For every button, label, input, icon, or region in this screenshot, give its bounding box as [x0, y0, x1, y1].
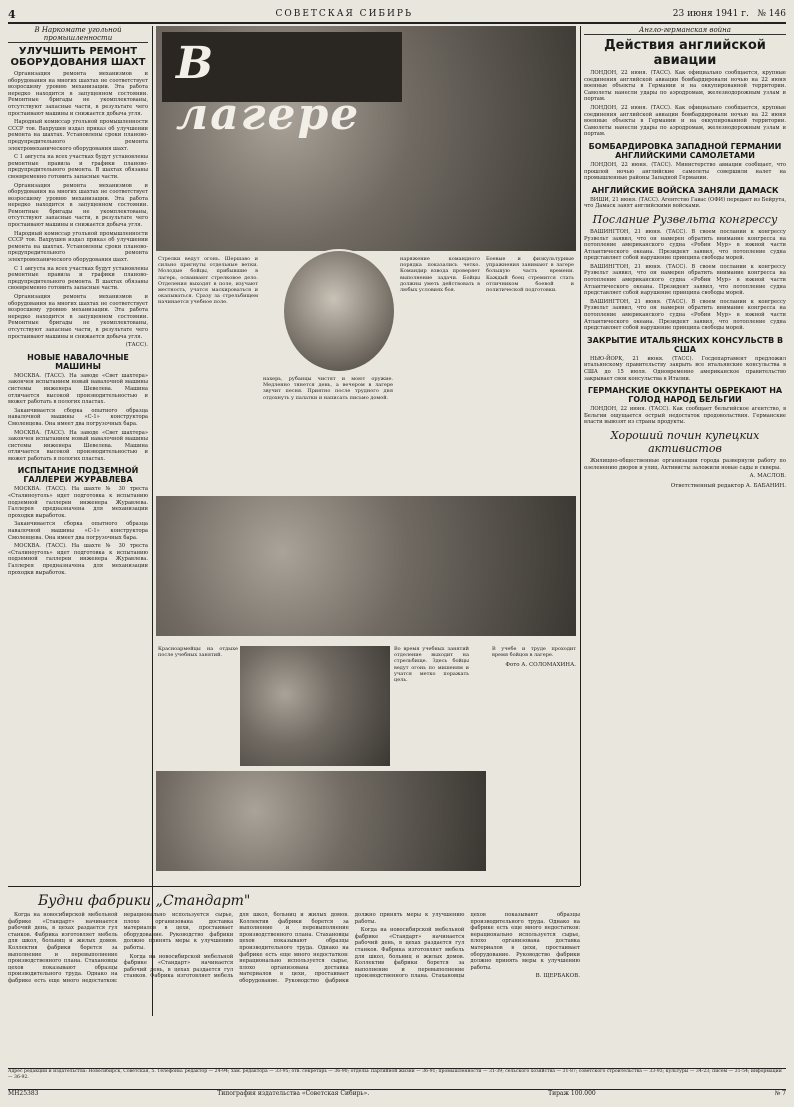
soldiers-photo-bottom [156, 771, 486, 871]
right-article-3 [584, 197, 786, 210]
feature-col-4 [486, 256, 574, 376]
paragraph: Организация ремонта механизмов и оборудования на многих шахтах не соответствует возросшему уровню механизации. Эта работа нередко находится в запущенном состоянии. Ремонтные бригады не укомплектованы, отсутствуют запасные части, в результате чего простаивают машины и снижается добыча угля. [8, 71, 148, 117]
footer-ref: МН25383 [8, 1090, 39, 1097]
paragraph: ЛОНДОН, 22 июня. (ТАСС). Как сообщает бельгийское агентство, в Бельгии ощущается острый недостаток продовольствия. Германские власти вывозят из страны продукты. [584, 406, 786, 426]
feature-col-5 [158, 646, 238, 756]
paragraph: Жилищно-общественные организации города развернули работу по озеленению дворов и улиц. Активисты заложили новые сады и скверы. [584, 457, 786, 471]
feature-banner [162, 32, 402, 140]
paragraph: ВАШИНГТОН, 21 июня. (ТАСС). В своем послании к конгрессу Рузвельт заявил, что он намерен обратить внимание конгресса на потопление американского судна «Робин Мур» в южной части Атлантического океана. Президент заявил, что потопление судна представляет собой нарушение принципа свободы морей. [584, 228, 786, 262]
column-divider [580, 26, 581, 886]
paragraph: Когда на новосибирской мебельной фабрике «Стандарт» начинается рабочий день, в цехах раздается гул станков. Фабрика изготовляет мебель для школ, больниц и жилых домов. Коллектив фабрики борется за выполнение и перевыполнение производственного плана. Стахановцы цехов показывают образцы производительного труда. Однако на фабрике есть еще много недостатков: нерационально используется сырье, плохо организована доставка материалов в цехи, простаивает оборудование. Руководство фабрики должно принять меры к улучшению работы. [354, 912, 580, 980]
masthead [8, 6, 786, 24]
right-article-6 [584, 406, 786, 426]
right-column [584, 26, 786, 1016]
paragraph: ВАШИНГТОН, 21 июня. (ТАСС). В своем послании к конгрессу Рузвельт заявил, что он намерен обратить внимание конгресса на потопление американского судна «Робин Мур» в южной части Атлантического океана. Президент заявил, что потопление судна представляет собой нарушение принципа свободы морей. [584, 263, 786, 297]
paragraph: Заканчивается сборка опытного образца навалочной машины «С-1» конструктора Смоленцева. Она имеет два погрузочных бара. [8, 407, 148, 427]
paragraph: ЛОНДОН, 22 июня. (ТАСС). Министерство авиации сообщает, что прошлой ночью английские самолеты совершили налет на промышленные районы Западной Германии. [584, 161, 786, 182]
right-headline: Действия английской авиации [604, 38, 766, 68]
oval-portrait-photo [282, 249, 396, 373]
footer-address: Адрес редакции и издательства: Новосибирск, Советская, 5. Телефоны: редактор — 24-94; зам. редактора — 33-95; отв. секретарь — 36-90; отделы: партийной жизни — 36-91; промышленности — 31-39; сельского хозяйства — 31-87; советского строительства — 33-93; культуры — 34-23; писем — 31-54; информации — 36-92. [8, 1068, 786, 1080]
photo-credit: Фото А. СОЛОМАХИНА. [505, 662, 576, 669]
left-headline-2: НОВЫЕ НАВАЛОЧНЫЕ МАШИНЫ [27, 352, 129, 371]
paragraph: МОСКВА. (ТАСС). На шахте № 30 треста «Сталиноуголь» идет подготовка к испытанию подземной галлереи инженера Журавлева. Галлерея предназначена для механизации проходки выработок. [8, 543, 148, 576]
left-column [8, 26, 148, 1016]
bottom-story-body [8, 912, 580, 985]
paragraph: ЛОНДОН, 22 июня. (ТАСС). Как официально сообщается, крупные соединения английской авиации бомбардировали ночью на 22 июня военные объекты в Германии и на оккупированной территории. Самолеты нанесли удары по аэродромам, железнодорожным узлам и портам. [584, 70, 786, 103]
left-article-3 [8, 486, 148, 576]
paragraph: Заканчивается сборка опытного образца навалочной машины «С-1» конструктора Смоленцева. Она имеет два погрузочных бара. [8, 521, 148, 541]
right-article-7 [584, 458, 786, 489]
right-headline-3: АНГЛИЙСКИЕ ВОЙСКА ЗАНЯЛИ ДАМАСК [591, 185, 779, 195]
issue-info [673, 9, 786, 19]
editor-line: Ответственный редактор А. БАБАНИН. [670, 482, 786, 489]
right-article-4 [584, 229, 786, 332]
paragraph: ЛОНДОН, 22 июня. (ТАСС). Как официально сообщается, крупные соединения английской авиации бомбардировали ночью на 22 июня военные объекты в Германии и на оккупированной территории. Самолеты нанесли удары по аэродромам, железнодорожным узлам и портам. [584, 104, 786, 138]
feature-col-3 [400, 256, 480, 376]
issue-number: № 146 [757, 9, 786, 19]
paragraph: МОСКВА. (ТАСС). На заводе «Свет шахтера» закончен испытанием новый навалочной машины системы инженера Шевелева. Машина отличается высокой производительностью и может работать в пологих пластах. [8, 429, 148, 462]
paragraph: ВИШИ, 21 июня. (ТАСС). Агентство Гавас (ОФИ) передает из Бейрута, что Дамаск занят английскими войсками. [584, 196, 786, 210]
feature-title: В лагере [176, 38, 361, 140]
byline: А. МАСЛОВ. [749, 473, 786, 480]
left-headline-3: ИСПЫТАНИЕ ПОДЗЕМНОЙ ГАЛЛЕРЕИ ЖУРАВЛЕВА [17, 466, 139, 485]
paragraph: Организация ремонта механизмов и оборудования на многих шахтах не соответствует возросшему уровню механизации. Эта работа нередко находится в запущенном состоянии. Ремонтные бригады не укомплектованы, отсутствуют запасные части, в результате чего простаивают машины и снижается добыча угля. [8, 182, 148, 229]
feature-text: нахерь, рубанцы чистят и моют оружие. Медленно тянется день, а вечером в лагере звучит песня. Приятно после трудного дня отдохнуть у палатки и написать письмо домой. [263, 376, 393, 401]
paragraph: Народный комиссар угольной промышленности СССР тов. Вахрушев издал приказ об улучшении ремонта на шахтах. Установлены сроки планово-предупредительного ремонта электромеханического оборудования шахт. [8, 119, 148, 152]
bottom-headline: Будни фабрики „Стандарт" [38, 893, 251, 909]
newspaper-page [8, 6, 786, 1100]
right-article-2 [584, 162, 786, 182]
paragraph: ВАШИНГТОН, 21 июня. (ТАСС). В своем послании к конгрессу Рузвельт заявил, что он намерен обратить внимание конгресса на потопление американского судна «Робин Мур» в южной части Атлантического океана. Президент заявил, что потопление судна представляет собой нарушение принципа свободы морей. [584, 298, 786, 332]
feature-text: Стрелки ведут огонь. Шершаво и сильно пригнуты отдельные ветки. Молодые бойцы, прибывшие в лагерь, осваивают стрелковое дело. Отделения выходят в поле, изучают местность, учатся маскироваться и окапываться. Сразу за стрельбищем начинается учебное поле. [158, 256, 258, 306]
byline: В. ЩЕРБАКОВ. [535, 973, 580, 980]
paragraph: Народный комиссар угольной промышленности СССР тов. Вахрушев издал приказ об улучшении ремонта на шахтах. Установлены сроки планово-предупредительного ремонта электромеханического оборудования шахт. [8, 230, 148, 264]
right-headline-6: ГЕРМАНСКИЕ ОККУПАНТЫ ОБРЕКАЮТ НА ГОЛОД НАРОД БЕЛЬГИИ [587, 386, 783, 405]
right-headline-2: БОМБАРДИРОВКА ЗАПАДНОЙ ГЕРМАНИИ АНГЛИЙСКИМИ САМОЛЕТАМИ [588, 141, 782, 160]
feature-col-2 [263, 376, 393, 496]
paragraph: Организация ремонта механизмов и оборудования на многих шахтах не соответствует возросшему уровню механизации. Эта работа нередко находится в запущенном состоянии. Ремонтные бригады не укомплектованы, отсутствуют запасные части, в результате чего простаивают машины и снижается добыча угля. [8, 294, 148, 340]
right-article-1 [584, 70, 786, 138]
section-divider [8, 886, 580, 887]
paragraph: С 1 августа на всех участках будут установлены ремонтные правила и графики планово-предупредительного ремонта. В шахтах обязаны своевременно готовить запасные части. [8, 154, 148, 180]
paragraph: Когда на новосибирской мебельной фабрике «Стандарт» начинается рабочий день, в цехах раздается гул станков. Фабрика изготовляет мебель для школ, больниц и жилых домов. Коллектив фабрики борется за выполнение и перевыполнение производственного плана. Стахановцы цехов показывают образцы производительного труда. Однако на фабрике есть еще много недостатков: нерационально используется сырье, плохо организована доставка материалов в цехи, простаивает оборудование. Руководство фабрики должно принять меры к улучшению работы. [123, 912, 465, 984]
feature-col-1 [158, 256, 258, 406]
newspaper-title: СОВЕТСКАЯ СИБИРЬ [275, 9, 414, 19]
footer-printer: Типография издательства «Советская Сибирь». [217, 1090, 370, 1097]
feature-text: Во время учебных занятий отделение выходит на стрельбище. Здесь бойцы ведут огонь по мишеням и учатся метко поражать цель. [394, 646, 469, 684]
footer-circulation: Тираж 100.000 [548, 1090, 596, 1097]
byline: (ТАСС). [125, 342, 148, 349]
paragraph: Когда на новосибирской мебельной фабрике «Стандарт» начинается рабочий день, в цехах раздается гул станков. Фабрика изготовляет мебель для школ, больниц и жилых домов. Коллектив фабрики борется за выполнение и перевыполнение производственного плана. Стахановцы цехов показывают образцы производительного труда. Однако на фабрике есть еще много недостатков: нерационально используется сырье, плохо организована доставка материалов в цехи, простаивает оборудование. Руководство фабрики должно принять меры к улучшению работы. [8, 912, 234, 984]
right-headline-7: Хороший почин купецких активистов [610, 428, 760, 455]
left-article-2 [8, 373, 148, 463]
photo-caption: Красноармейцы на отдыхе после учебных занятий. [158, 646, 238, 659]
feature-text: наряжение командного порядка показались четко. Командир взвода проверяет выполнение задачи. Бойцы должны уметь действовать в любых условиях боя. [400, 256, 480, 294]
issue-date: 23 июня 1941 г. [672, 9, 749, 19]
right-rubric: Англо-германская война [584, 26, 786, 35]
feature-text: Боевые и физкультурные упражнения занимают в лагере большую часть времени. Каждый боец стремится стать отличником боевой и политической подготовки. [486, 256, 574, 294]
paragraph: МОСКВА. (ТАСС). На шахте № 30 треста «Сталиноуголь» идет подготовка к испытанию подземной галлереи инженера Журавлева. Галлерея предназначена для механизации проходки выработок. [8, 486, 148, 519]
soldiers-photo-left [240, 646, 390, 766]
page-number: 4 [8, 7, 16, 21]
right-article-5 [584, 356, 786, 382]
paragraph: С 1 августа на всех участках будут установлены ремонтные правила и графики планово-предупредительного ремонта. В шахтах обязаны своевременно готовить запасные части. [8, 265, 148, 292]
left-article-body [8, 71, 148, 349]
right-headline-4: Послание Рузвельта конгрессу [592, 212, 778, 226]
feature-col-7 [492, 646, 576, 876]
camp-photo-middle [156, 496, 576, 636]
feature-col-6 [394, 646, 469, 766]
paragraph: МОСКВА. (ТАСС). На заводе «Свет шахтера» закончен испытанием новый навалочной машины системы инженера Шевелева. Машина отличается высокой производительностью и может работать в пологих пластах. [8, 372, 148, 406]
left-headline: УЛУЧШИТЬ РЕМОНТ ОБОРУДОВАНИЯ ШАХТ [10, 46, 146, 68]
footer-order: № 7 [774, 1090, 786, 1097]
left-rubric: В Наркомате угольной промышленности [8, 26, 148, 43]
photo-caption: В учебе и труде проходит время бойцов в лагере. [492, 646, 576, 659]
right-headline-5: ЗАКРЫТИЕ ИТАЛЬЯНСКИХ КОНСУЛЬСТВ В США [586, 335, 784, 354]
bottom-story [8, 890, 580, 1065]
column-divider [152, 26, 153, 1016]
footer-bar [8, 1089, 786, 1100]
paragraph: НЬЮ-ЙОРК, 21 июня. (ТАСС). Госдепартамент предложил итальянскому правительству закрыть все итальянские консульства в США до 15 июля. Одновременно американское правительство закрывает свои консульства в Италии. [584, 355, 786, 382]
